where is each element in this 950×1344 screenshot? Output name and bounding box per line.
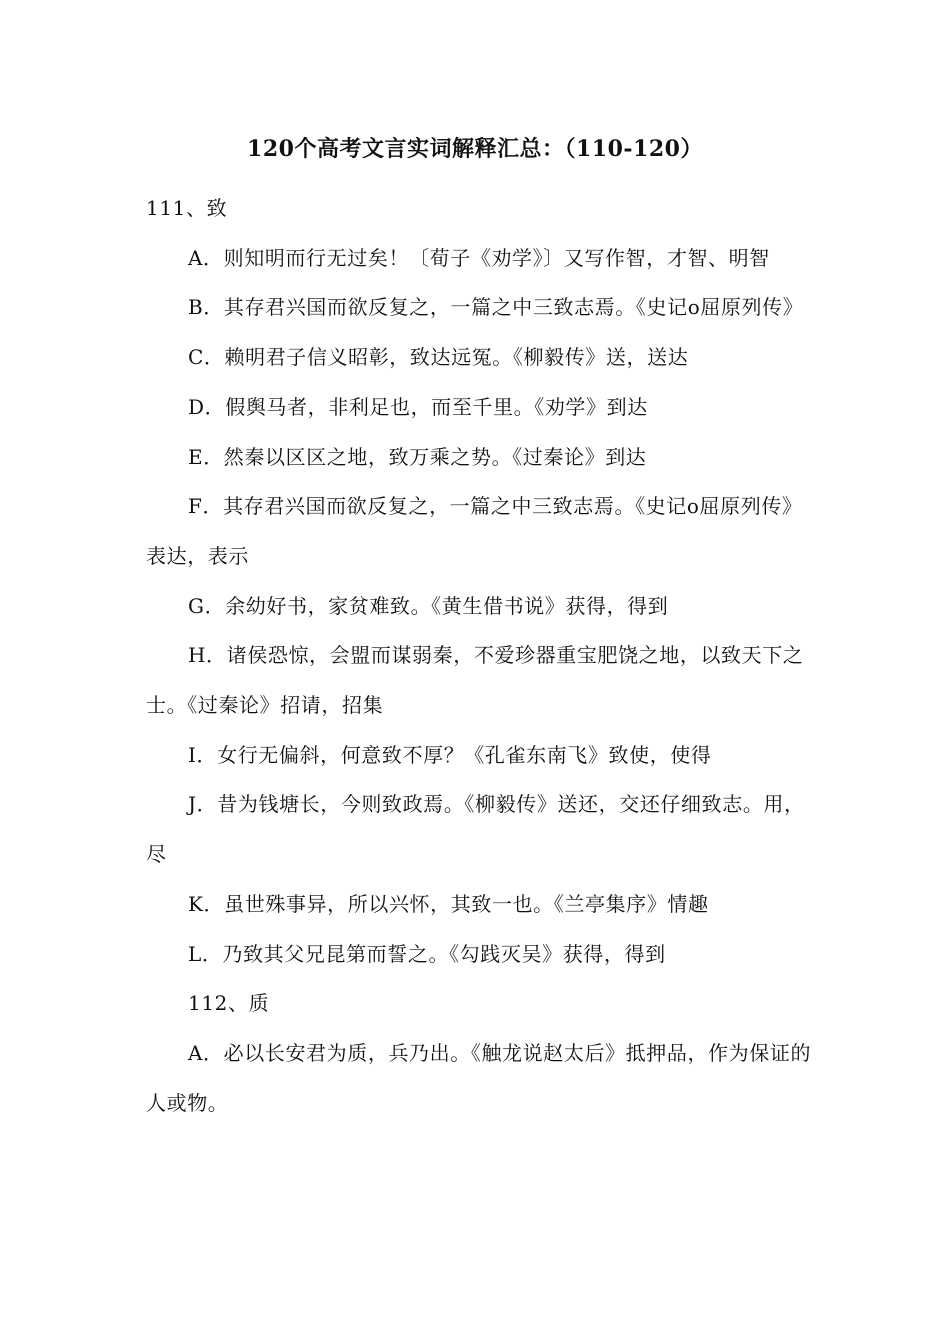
- paragraph: J．昔为钱塘长，今则致政焉。《柳毅传》送还，交还仔细致志。用，尽: [146, 792, 805, 867]
- paragraph: F．其存君兴国而欲反复之，一篇之中三致志焉。《史记ο屈原列传》表达，表示: [146, 494, 803, 568]
- paragraph: L．乃致其父兄昆第而誓之。《勾践灭吴》获得，得到: [188, 941, 666, 966]
- paragraph: I．女行无偏斜，何意致不厚？《孔雀东南飞》致使，使得: [188, 742, 712, 767]
- paragraph: 112、质: [188, 991, 270, 1016]
- paragraph: A．必以长安君为质，兵乃出。《触龙说赵太后》抵押品，作为保证的人或物。: [146, 1040, 812, 1115]
- document-body: [146, 184, 818, 1128]
- paragraph: D．假舆马者，非利足也，而至千里。《劝学》到达: [188, 394, 648, 419]
- paragraph: G．余幼好书，家贫难致。《黄生借书说》获得，得到: [188, 593, 669, 618]
- paragraph: C．赖明君子信义昭彰，致达远冤。《柳毅传》送，送达: [188, 345, 689, 370]
- paragraph: 111、致: [146, 196, 228, 220]
- paragraph: H．诸侯恐惊，会盟而谋弱秦，不爱珍器重宝肥饶之地，以致天下之士。《过秦论》招请，招集: [146, 643, 804, 718]
- paragraph: K．虽世殊事异，所以兴怀，其致一也。《兰亭集序》情趣: [188, 891, 709, 916]
- paragraph: B．其存君兴国而欲反复之，一篇之中三致志焉。《史记ο屈原列传》: [188, 295, 804, 320]
- document-title: 120个高考文言实词解释汇总：（110-120）: [247, 136, 703, 162]
- paragraph: A．则知明而行无过矣！〔荀子《劝学》〕又写作智，才智、明智: [188, 245, 770, 270]
- paragraph: E．然秦以区区之地，致万乘之势。《过秦论》到达: [188, 444, 647, 469]
